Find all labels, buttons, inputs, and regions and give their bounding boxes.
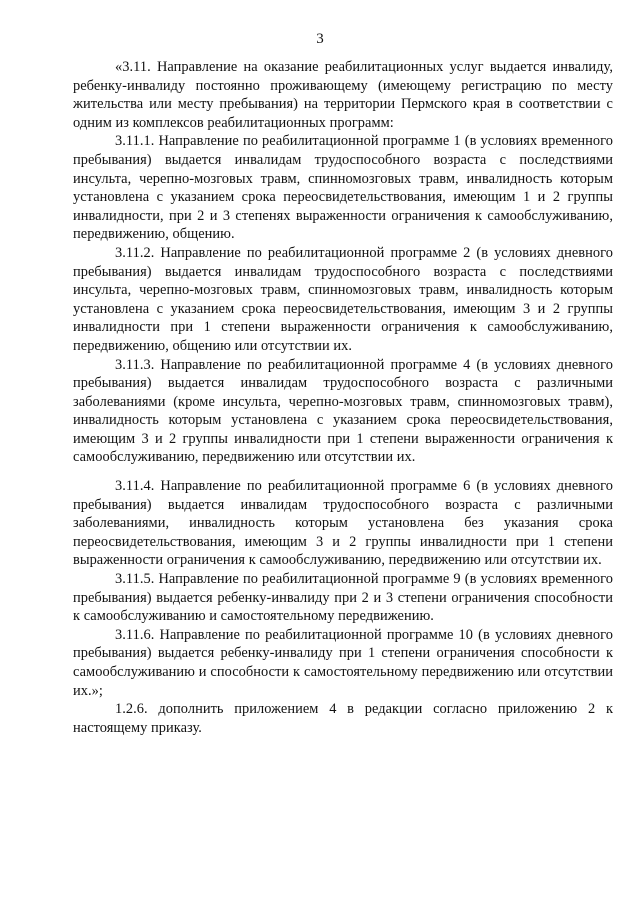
document-body [73, 58, 613, 737]
paragraph-3-11: «3.11. Направление на оказание реабилитационных услуг выдается инвалиду, ребенку-инвалиду постоянно проживающему (имеющему регистрацию по месту жительства или месту пребывания) на территории Пермского края в соответствии с одним из комплексов реабилитационных программ: [73, 59, 613, 131]
paragraph-3-11-4: 3.11.4. Направление по реабилитационной программе 6 (в условиях дневного пребывания) выдается инвалидам трудоспособного возраста с различными заболеваниями, инвалидность которым установлена без указания срока переосвидетельствования, имеющим 3 и 2 группы инвалидности при 1 степени выраженности ограничения к самообслуживанию, передвижению или отсутствии их. [73, 478, 613, 569]
paragraph-3-11-3: 3.11.3. Направление по реабилитационной программе 4 (в условиях дневного пребывания) выдается инвалидам трудоспособного возраста с различными заболеваниями (кроме инсульта, черепно-мозговых травм, спинномозговых травм), инвалидность которым установлена с указанием срока переосвидетельствования, имеющим 3 и 2 группы инвалидности при 1 степени выраженности ограничения к самообслуживанию, передвижению или отсутствии их. [73, 356, 613, 466]
page-number: 3 [316, 31, 324, 47]
paragraph-3-11-1: 3.11.1. Направление по реабилитационной программе 1 (в условиях временного пребывания) выдается инвалидам трудоспособного возраста с последствиями инсульта, черепно-мозговых травм, спинномозговых травм, инвалидность которым установлена с указанием срока переосвидетельствования, имеющим 1 и 2 группы инвалидности, при 2 и 3 степенях выраженности ограничения к самообслуживанию, передвижению, общению. [73, 133, 613, 243]
paragraph-3-11-5: 3.11.5. Направление по реабилитационной программе 9 (в условиях временного пребывания) выдается ребенку-инвалиду при 2 и 3 степени ограничения способности к самообслуживанию и самостоятельному передвижению. [73, 571, 613, 625]
paragraph-3-11-2: 3.11.2. Направление по реабилитационной программе 2 (в условиях дневного пребывания) выдается инвалидам трудоспособного возраста с последствиями инсульта, черепно-мозговых травм, спинномозговых травм, инвалидность которым установлена с указанием срока переосвидетельствования, имеющим 3 и 2 группы инвалидности при 1 степени выраженности ограничения к самообслуживанию, передвижению, общению или отсутствии их. [73, 244, 613, 354]
paragraph-3-11-6: 3.11.6. Направление по реабилитационной программе 10 (в условиях дневного пребывания) выдается ребенку-инвалиду при 1 степени ограничения способности к самообслуживанию и способности к самостоятельному передвижению или отсутствии их.»; [73, 626, 613, 699]
paragraph-spacer [73, 467, 613, 477]
paragraph-1-2-6: 1.2.6. дополнить приложением 4 в редакции согласно приложению 2 к настоящему приказу. [73, 701, 613, 736]
